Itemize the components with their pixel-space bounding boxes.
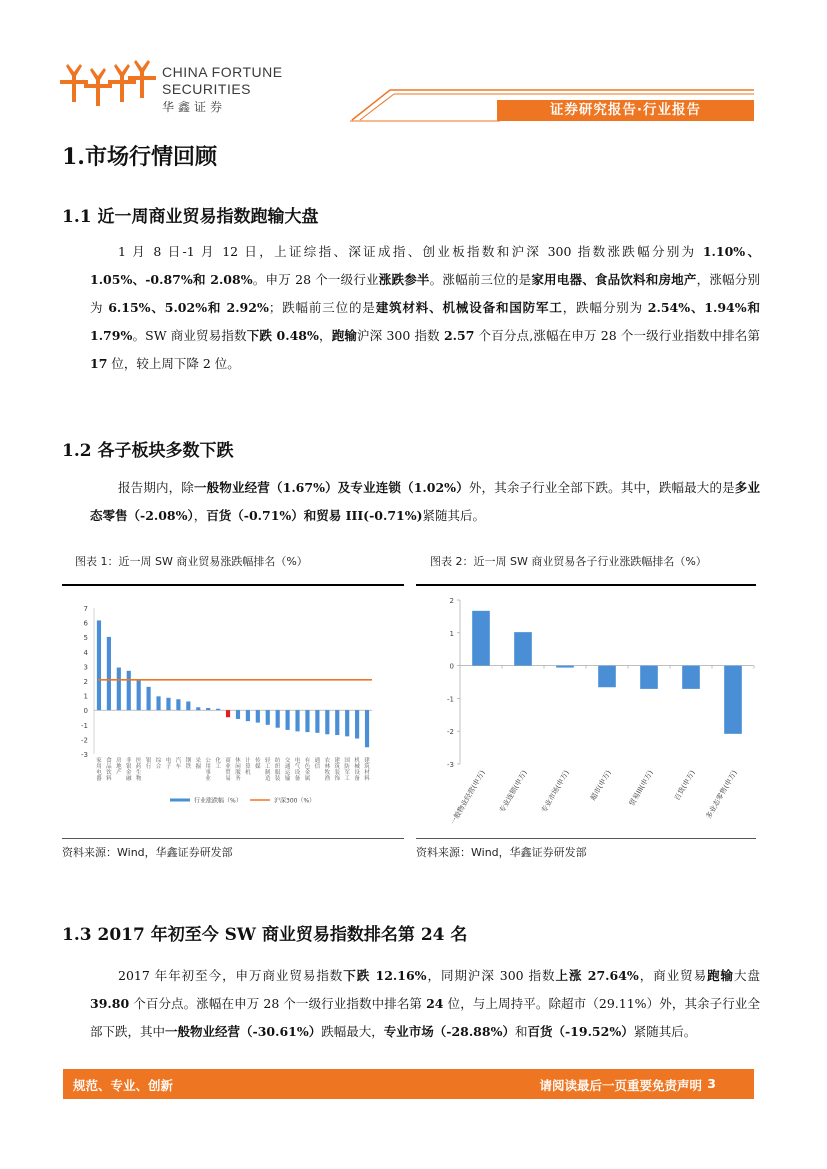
x-tick-label: 贸易III(申万) bbox=[627, 769, 655, 808]
x-tick-label: 食品饮料 bbox=[106, 758, 112, 782]
brand-name-en bbox=[162, 64, 283, 98]
x-tick-label: 化工 bbox=[215, 758, 221, 770]
brand-name-cn: 华鑫证券 bbox=[162, 100, 227, 114]
bar-轻工制造 bbox=[266, 710, 270, 725]
chart-industry-returns bbox=[62, 592, 404, 832]
x-tick-label: 计算机 bbox=[245, 758, 251, 776]
y-tick-label: -1 bbox=[81, 721, 88, 730]
x-tick-label: 多业态零售(申万) bbox=[704, 769, 739, 821]
bar-一般物业经营(申万) bbox=[472, 611, 490, 666]
figure-2-caption: 图表 2：近一周 SW 商业贸易各子行业涨跌幅排名（%） bbox=[430, 555, 707, 568]
y-tick-label: -1 bbox=[447, 695, 454, 704]
bar-农林牧渔 bbox=[325, 710, 329, 734]
x-tick-label: 银行 bbox=[145, 758, 152, 770]
y-tick-label: -3 bbox=[447, 761, 454, 769]
bar-休闲服务 bbox=[236, 710, 240, 719]
y-tick-label: 1 bbox=[83, 692, 88, 701]
x-tick-label: 公用事业 bbox=[205, 758, 211, 782]
y-tick-label: 3 bbox=[83, 663, 88, 672]
figure-1-bottom-rule bbox=[62, 838, 404, 839]
bar-家用电器 bbox=[97, 620, 101, 710]
x-tick-label: 综合 bbox=[155, 758, 162, 770]
company-logo bbox=[58, 58, 158, 120]
subsection-title-1-3: 1.3 2017 年初至今 SW 商业贸易指数排名第 24 名 bbox=[62, 925, 468, 945]
bar-电子 bbox=[166, 698, 170, 710]
bar-机械设备 bbox=[355, 710, 359, 738]
chart-subsector-returns bbox=[416, 592, 756, 832]
y-tick-label: -3 bbox=[81, 751, 88, 759]
x-tick-label: 专业市场(申万) bbox=[540, 769, 571, 815]
bar-综合 bbox=[156, 696, 160, 710]
x-tick-label: 机械设备 bbox=[354, 758, 360, 782]
page-number: 3 bbox=[707, 1076, 716, 1091]
x-tick-label: 专业连锁(申万) bbox=[498, 769, 529, 815]
bar-国防军工 bbox=[345, 710, 349, 736]
x-tick-label: 电气设备 bbox=[294, 758, 301, 782]
x-tick-label: 农林牧渔 bbox=[324, 758, 331, 782]
x-tick-label: 休闲服务 bbox=[235, 758, 241, 782]
paragraph-1-2: 报告期内，除一般物业经营（1.67%）及专业连锁（1.02%）外，其余子行业全部下跌。其中，跌幅最大的是多业态零售（-2.08%），百货（-0.71%）和贸易 III(-0.71%)紧随其后。 bbox=[90, 480, 760, 523]
figure-1-top-rule bbox=[62, 584, 404, 586]
bar-通信 bbox=[315, 710, 319, 733]
bar-纺织服装 bbox=[276, 710, 280, 728]
figure-2-top-rule bbox=[416, 584, 756, 586]
x-tick-label: 家用电器 bbox=[96, 758, 102, 782]
bar-医药生物 bbox=[137, 680, 141, 711]
bar-超市(申万) bbox=[598, 666, 616, 688]
y-tick-label: 7 bbox=[83, 605, 88, 613]
paragraph-1-1: 1 月 8 日-1 月 12 日，上证综指、深证成指、创业板指数和沪深 300 指数涨跌幅分别为 1.10%、1.05%、-0.87%和 2.08%。申万 28 个一级行业涨跌参半。涨幅前三位的是家用电器、食品饮料和房地产，涨幅分别为 6.15%、5.02%和 2.92%；跌幅前三位的是建筑材料、机械设备和国防军工，跌幅分别为 2.54%、1.94%和 1.79%。SW 商业贸易指数下跌 0.48%，跑输沪深 300 指数 2.57 个百分点,涨幅在申万 28 个一级行业指数中排名第 17 位，较上周下降 2 位。 bbox=[90, 244, 760, 371]
figure-1-source: 资料来源：Wind，华鑫证券研发部 bbox=[62, 846, 233, 859]
y-tick-label: -2 bbox=[81, 736, 88, 745]
figure-2-bottom-rule bbox=[416, 838, 756, 839]
y-tick-label: 6 bbox=[83, 619, 88, 628]
y-tick-label: 2 bbox=[83, 678, 88, 686]
bar-建筑材料 bbox=[365, 710, 369, 747]
legend-label-industry: 行业涨跌幅（%） bbox=[194, 797, 242, 805]
x-tick-label: 轻工制造 bbox=[264, 758, 271, 782]
footer-slogan: 规范、专业、创新 bbox=[73, 1078, 174, 1093]
bar-传媒 bbox=[256, 710, 260, 722]
bar-建筑装饰 bbox=[335, 710, 339, 735]
x-tick-label: 建筑材料 bbox=[364, 758, 370, 782]
x-tick-label: 纺织服装 bbox=[274, 758, 281, 782]
x-tick-label: 汽车 bbox=[175, 758, 182, 770]
bar-电气设备 bbox=[295, 710, 299, 731]
bar-采掘 bbox=[196, 707, 200, 710]
bar-汽车 bbox=[176, 699, 180, 710]
y-tick-label: -2 bbox=[447, 728, 454, 737]
bar-贸易III(申万) bbox=[640, 666, 658, 689]
x-tick-label: 建筑装饰 bbox=[334, 758, 341, 782]
bar-钢铁 bbox=[186, 701, 190, 710]
x-tick-label: 电子 bbox=[165, 758, 172, 770]
y-tick-label: 0 bbox=[449, 662, 454, 671]
bar-商业贸易 bbox=[226, 710, 230, 717]
x-tick-label: 医药生物 bbox=[135, 758, 142, 782]
y-tick-label: 5 bbox=[83, 634, 88, 643]
bar-多业态零售(申万) bbox=[724, 666, 742, 734]
x-tick-label: 国防军工 bbox=[344, 758, 350, 782]
bar-专业市场(申万) bbox=[556, 666, 574, 668]
x-tick-label: 有色金属 bbox=[304, 758, 311, 782]
report-type-tag: 证券研究报告·行业报告 bbox=[497, 100, 754, 121]
bar-百货(申万) bbox=[682, 666, 700, 689]
bar-房地产 bbox=[117, 668, 121, 711]
x-tick-label: 交通运输 bbox=[284, 758, 291, 782]
bar-专业连锁(申万) bbox=[514, 632, 532, 665]
x-tick-label: 百货(申万) bbox=[673, 769, 697, 802]
bar-非银金融 bbox=[127, 671, 131, 710]
brand-line-2: SECURITIES bbox=[162, 81, 252, 97]
x-tick-label: 钢铁 bbox=[185, 758, 192, 770]
x-tick-label: 房地产 bbox=[116, 758, 122, 776]
x-tick-label: 采掘 bbox=[195, 758, 202, 770]
brand-line-1: CHINA FORTUNE bbox=[162, 64, 283, 80]
subsection-title-1-1: 1.1 近一周商业贸易指数跑输大盘 bbox=[62, 207, 319, 227]
bar-公用事业 bbox=[206, 708, 210, 710]
x-tick-label: 传媒 bbox=[255, 758, 261, 770]
page-footer bbox=[63, 1069, 754, 1099]
x-tick-label: 一般物业经营(申万) bbox=[449, 769, 487, 827]
footer-disclaimer-link[interactable]: 请阅读最后一页重要免责声明 bbox=[539, 1078, 702, 1093]
bar-交通运输 bbox=[286, 710, 290, 730]
paragraph-1-3: 2017 年年初至今，申万商业贸易指数下跌 12.16%，同期沪深 300 指数上涨 27.64%，商业贸易跑输大盘 39.80 个百分点。涨幅在申万 28 个一级行业指数中排名第 24 位，与上周持平。除超市（29.11%）外，其余子行业全部下跌，其中一般物业经营（-30.61%）跌幅最大，专业市场（-28.88%）和百货（-19.52%）紧随其后。 bbox=[90, 968, 760, 1039]
x-tick-label: 非银金融 bbox=[125, 758, 132, 782]
section-title: 1.市场行情回顾 bbox=[62, 144, 217, 170]
figure-1-caption: 图表 1：近一周 SW 商业贸易涨跌幅排名（%） bbox=[75, 555, 308, 568]
x-tick-label: 商业贸易 bbox=[225, 758, 231, 782]
y-tick-label: 4 bbox=[83, 648, 88, 657]
x-tick-label: 通信 bbox=[314, 758, 321, 770]
bar-计算机 bbox=[246, 710, 250, 721]
bar-食品饮料 bbox=[107, 637, 111, 710]
legend-label-hs300: 沪深300（%） bbox=[274, 797, 316, 805]
bar-化工 bbox=[216, 709, 220, 710]
figure-2-source: 资料来源：Wind，华鑫证券研发部 bbox=[416, 846, 587, 859]
bar-有色金属 bbox=[305, 710, 309, 732]
y-tick-label: 2 bbox=[449, 597, 454, 605]
subsection-title-1-2: 1.2 各子板块多数下跌 bbox=[62, 441, 234, 461]
bar-银行 bbox=[147, 687, 151, 710]
y-tick-label: 0 bbox=[83, 707, 88, 716]
x-tick-label: 超市(申万) bbox=[589, 769, 613, 802]
y-tick-label: 1 bbox=[449, 629, 454, 638]
